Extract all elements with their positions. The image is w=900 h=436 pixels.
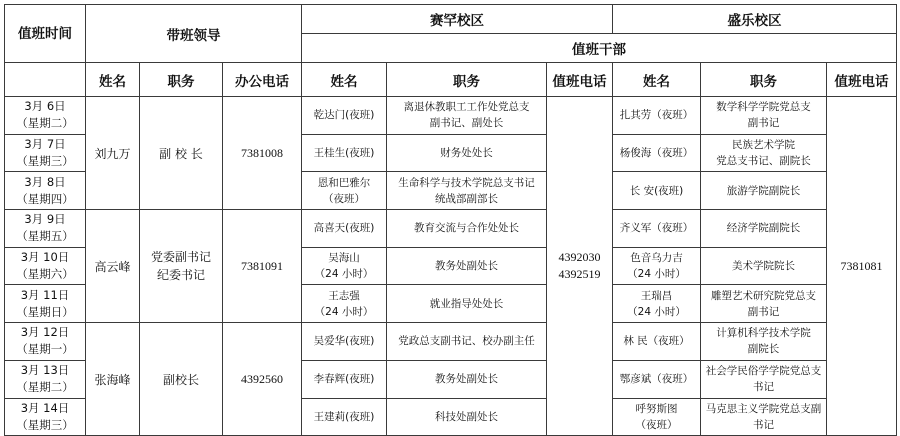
shengle-position-header: 职务: [701, 63, 827, 97]
shengle-campus-header: 盛乐校区: [613, 5, 897, 34]
shengle-duty-phone-header: 值班电话: [827, 63, 897, 97]
shengle-cadre-name: 呼努斯图 （夜班）: [613, 398, 701, 436]
table-row: [5, 323, 897, 361]
saihan-cadre-position: 教育交流与合作处处长: [387, 210, 547, 248]
saihan-cadre-position: 财务处处长: [387, 134, 547, 172]
duty-schedule-table: [4, 4, 897, 436]
table-row: [5, 210, 897, 248]
leader-phone: 4392560: [223, 323, 302, 436]
date-cell: 3月 8日 （星期四）: [5, 172, 86, 210]
table-row: [5, 97, 897, 135]
leaders-header: 带班领导: [86, 5, 302, 63]
saihan-cadre-name: 李春辉(夜班): [302, 360, 387, 398]
saihan-name-header: 姓名: [302, 63, 387, 97]
shengle-cadre-position: 社会学民俗学学院党总支 书记: [701, 360, 827, 398]
shengle-cadre-position: 雕塑艺术研究院党总支 副书记: [701, 285, 827, 323]
date-cell: 3月 9日 （星期五）: [5, 210, 86, 248]
saihan-cadre-name: 王志强 （24 小时）: [302, 285, 387, 323]
shengle-cadre-name: 王瑞昌 （24 小时）: [613, 285, 701, 323]
shengle-cadre-name: 林 民（夜班）: [613, 323, 701, 361]
shengle-cadre-name: 长 安(夜班): [613, 172, 701, 210]
office-phone-header: 办公电话: [223, 63, 302, 97]
date-column-spacer: [5, 63, 86, 97]
shengle-cadre-position: 计算机科学技术学院 副院长: [701, 323, 827, 361]
leader-phone: 7381008: [223, 97, 302, 210]
leader-position: 副 校 长: [140, 97, 223, 210]
date-cell: 3月 10日 （星期六）: [5, 247, 86, 285]
saihan-cadre-position: 就业指导处处长: [387, 285, 547, 323]
saihan-cadre-position: 教务处副处长: [387, 247, 547, 285]
shengle-name-header: 姓名: [613, 63, 701, 97]
date-cell: 3月 13日 （星期二）: [5, 360, 86, 398]
saihan-cadre-position: 教务处副处长: [387, 360, 547, 398]
leader-position-header: 职务: [140, 63, 223, 97]
saihan-duty-phone-header: 值班电话: [547, 63, 613, 97]
saihan-cadre-name: 王建莉(夜班): [302, 398, 387, 436]
saihan-cadre-position: 党政总支副书记、校办副主任: [387, 323, 547, 361]
shengle-cadre-name: 杨俊海（夜班）: [613, 134, 701, 172]
saihan-duty-phone: 4392030 4392519: [547, 97, 613, 436]
saihan-cadre-name: 乾达门(夜班): [302, 97, 387, 135]
shengle-cadre-name: 色音乌力吉 （24 小时）: [613, 247, 701, 285]
shengle-cadre-position: 数学科学学院党总支 副书记: [701, 97, 827, 135]
date-cell: 3月 14日 （星期三）: [5, 398, 86, 436]
saihan-position-header: 职务: [387, 63, 547, 97]
date-cell: 3月 12日 （星期一）: [5, 323, 86, 361]
leader-name: 高云峰: [86, 210, 140, 323]
saihan-cadre-name: 高喜天(夜班): [302, 210, 387, 248]
shengle-cadre-position: 马克思主义学院党总支副 书记: [701, 398, 827, 436]
saihan-cadre-position: 科技处副处长: [387, 398, 547, 436]
date-cell: 3月 11日 （星期日）: [5, 285, 86, 323]
leader-phone: 7381091: [223, 210, 302, 323]
saihan-campus-header: 赛罕校区: [302, 5, 613, 34]
saihan-cadre-position: 离退休教职工工作处党总支 副书记、副处长: [387, 97, 547, 135]
shengle-cadre-position: 旅游学院副院长: [701, 172, 827, 210]
leader-name: 张海峰: [86, 323, 140, 436]
duty-time-header: 值班时间: [5, 5, 86, 63]
leader-position: 副校长: [140, 323, 223, 436]
shengle-duty-phone: 7381081: [827, 97, 897, 436]
saihan-cadre-name: 吴爱华(夜班): [302, 323, 387, 361]
saihan-cadre-name: 王桂生(夜班): [302, 134, 387, 172]
shengle-cadre-position: 美术学院院长: [701, 247, 827, 285]
date-cell: 3月 6日 （星期二）: [5, 97, 86, 135]
date-cell: 3月 7日 （星期三）: [5, 134, 86, 172]
shengle-cadre-position: 经济学院副院长: [701, 210, 827, 248]
saihan-cadre-name: 吴海山 （24 小时）: [302, 247, 387, 285]
shengle-cadre-name: 齐义军（夜班）: [613, 210, 701, 248]
shengle-cadre-name: 扎其劳（夜班）: [613, 97, 701, 135]
duty-cadres-header: 值班干部: [302, 34, 897, 63]
shengle-cadre-name: 鄂彦斌（夜班）: [613, 360, 701, 398]
shengle-cadre-position: 民族艺术学院 党总支书记、副院长: [701, 134, 827, 172]
leader-position: 党委副书记 纪委书记: [140, 210, 223, 323]
saihan-cadre-position: 生命科学与技术学院总支书记 统战部副部长: [387, 172, 547, 210]
saihan-cadre-name: 恩和巴雅尔 （夜班）: [302, 172, 387, 210]
leader-name: 刘九万: [86, 97, 140, 210]
leader-name-header: 姓名: [86, 63, 140, 97]
